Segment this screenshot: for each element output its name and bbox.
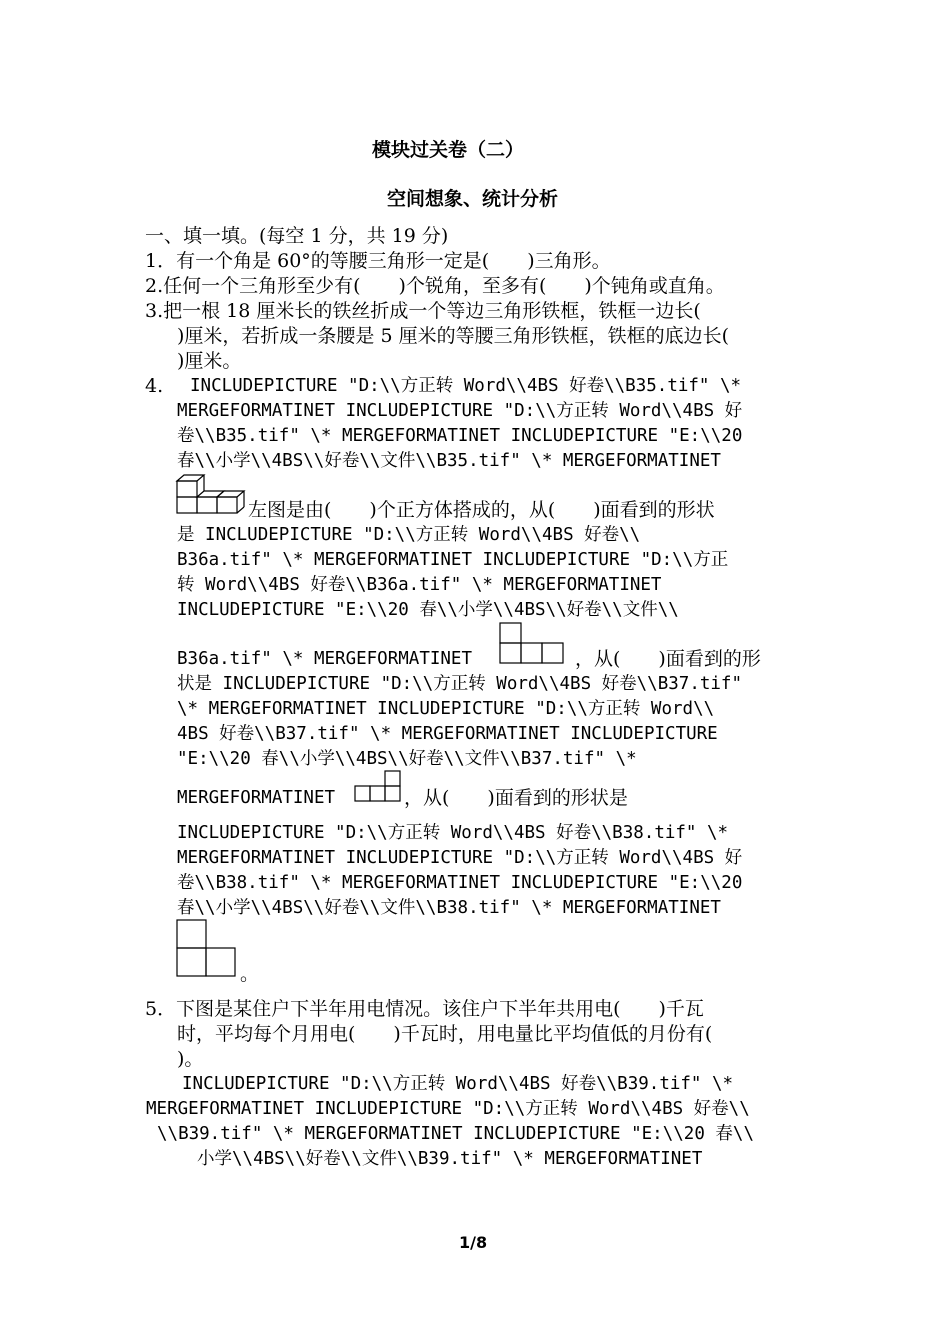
field-code-line: MERGEFORMATINET INCLUDEPICTURE "D:\\方正转 Word\\4BS 好 <box>177 848 743 868</box>
question-4-text-1: 左图是由( )个正方体搭成的，从( )面看到的形状 <box>248 499 715 521</box>
view-figure-b38 <box>177 920 239 980</box>
question-3-line-3: )厘米。 <box>177 350 242 372</box>
question-4-end: 。 <box>240 963 260 985</box>
field-code-line: INCLUDEPICTURE "E:\\20 春\\小学\\4BS\\好卷\\文件\\ <box>177 600 679 620</box>
question-4-number: 4. <box>145 375 164 397</box>
view-figure-b37 <box>355 771 405 805</box>
question-4-text-4: ，从( )面看到的形状是 <box>404 787 628 809</box>
field-code-line: B36a.tif" \* MERGEFORMATINET INCLUDEPICTURE "D:\\方正 <box>177 550 729 570</box>
page-title: 模块过关卷（二） <box>372 139 525 161</box>
question-5-line-3: )。 <box>177 1048 204 1070</box>
field-code-line: 卷\\B38.tif" \* MERGEFORMATINET INCLUDEPICTURE "E:\\20 <box>177 873 743 893</box>
field-code-line: B36a.tif" \* MERGEFORMATINET <box>177 649 473 669</box>
field-code-line: 小学\\4BS\\好卷\\文件\\B39.tif" \* MERGEFORMATINET <box>197 1149 703 1169</box>
question-4-text-3: ，从( )面看到的形 <box>575 648 761 670</box>
field-code-line: INCLUDEPICTURE "D:\\方正转 Word\\4BS 好卷\\B39.tif" \* <box>182 1074 734 1094</box>
field-code-line: \* MERGEFORMATINET INCLUDEPICTURE "D:\\方正转 Word\\ <box>177 699 715 719</box>
question-1: 1．有一个角是 60°的等腰三角形一定是( )三角形。 <box>145 250 611 272</box>
page-number: 1/8 <box>459 1233 488 1252</box>
section-heading: 一、填一填。(每空 1 分，共 19 分) <box>145 225 449 247</box>
field-code-line: 春\\小学\\4BS\\好卷\\文件\\B35.tif" \* MERGEFORMATINET <box>177 451 721 471</box>
field-code-line: 转 Word\\4BS 好卷\\B36a.tif" \* MERGEFORMATINET <box>177 575 662 595</box>
field-code-line: 状是 INCLUDEPICTURE "D:\\方正转 Word\\4BS 好卷\\B37.tif" <box>177 674 743 694</box>
question-5-line-1: 5．下图是某住户下半年用电情况。该住户下半年共用电( )千瓦 <box>145 998 704 1020</box>
field-code-line: INCLUDEPICTURE "D:\\方正转 Word\\4BS 好卷\\B35.tif" \* <box>190 376 742 396</box>
question-2: 2.任何一个三角形至少有( )个锐角，至多有( )个钝角或直角。 <box>145 275 725 297</box>
question-3-line-2: )厘米，若折成一条腰是 5 厘米的等腰三角形铁框，铁框的底边长( <box>177 325 729 347</box>
field-code-line: MERGEFORMATINET INCLUDEPICTURE "D:\\方正转 Word\\4BS 好卷\\ <box>146 1099 750 1119</box>
field-code-line: "E:\\20 春\\小学\\4BS\\好卷\\文件\\B37.tif" \* <box>177 749 637 769</box>
question-5-line-2: 时，平均每个月用电( )千瓦时，用电量比平均值低的月份有( <box>177 1023 713 1045</box>
field-code-line: INCLUDEPICTURE "D:\\方正转 Word\\4BS 好卷\\B38.tif" \* <box>177 823 729 843</box>
field-code-line: 春\\小学\\4BS\\好卷\\文件\\B38.tif" \* MERGEFORMATINET <box>177 898 721 918</box>
page-subtitle: 空间想象、统计分析 <box>387 188 559 210</box>
field-code-line: MERGEFORMATINET <box>177 788 336 808</box>
question-3-line-1: 3.把一根 18 厘米长的铁丝折成一个等边三角形铁框，铁框一边长( <box>145 300 701 322</box>
field-code-line: 是 INCLUDEPICTURE "D:\\方正转 Word\\4BS 好卷\\ <box>177 525 641 545</box>
cube-stack-figure <box>177 474 247 516</box>
field-code-line: 4BS 好卷\\B37.tif" \* MERGEFORMATINET INCLUDEPICTURE <box>177 724 718 744</box>
field-code-line: 卷\\B35.tif" \* MERGEFORMATINET INCLUDEPICTURE "E:\\20 <box>177 426 743 446</box>
field-code-line: MERGEFORMATINET INCLUDEPICTURE "D:\\方正转 Word\\4BS 好 <box>177 401 743 421</box>
view-figure-b36a <box>500 623 568 667</box>
field-code-line: \\B39.tif" \* MERGEFORMATINET INCLUDEPICTURE "E:\\20 春\\ <box>157 1124 754 1144</box>
